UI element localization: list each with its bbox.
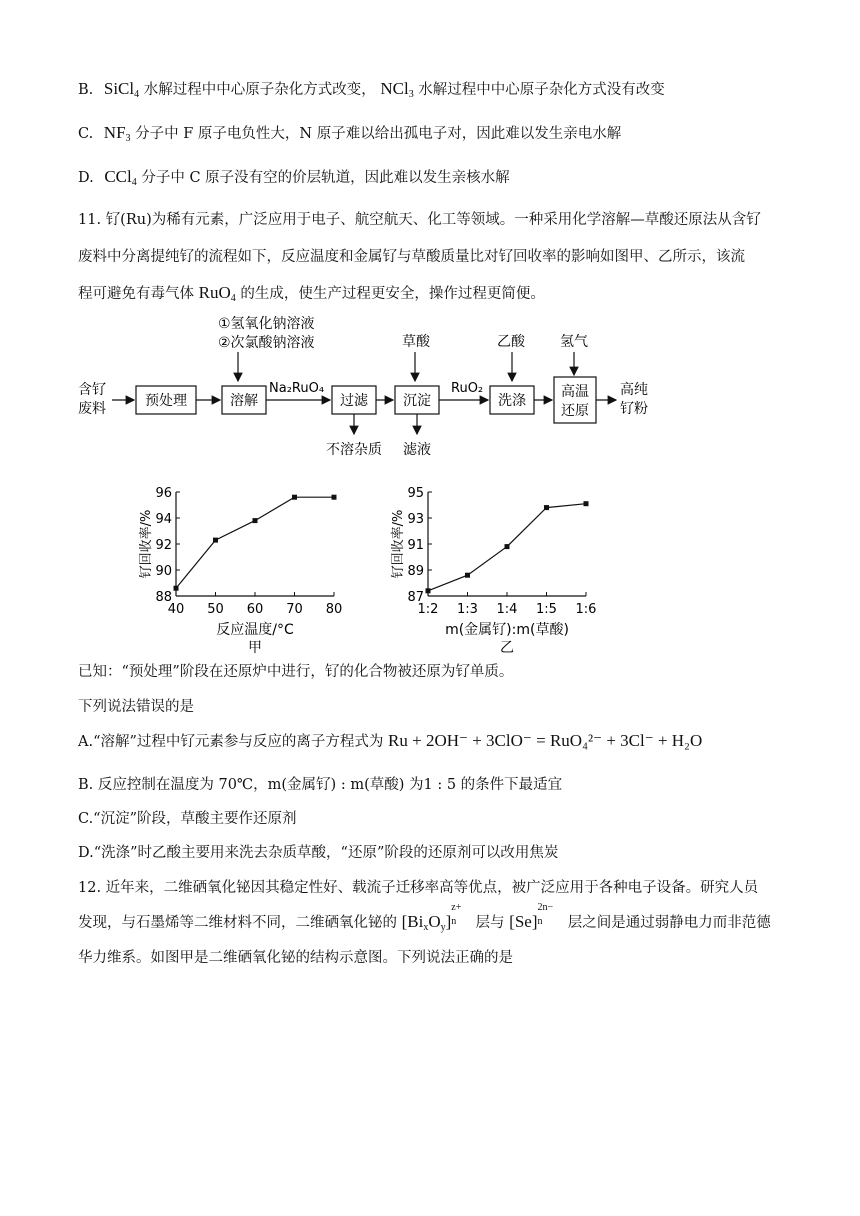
chart-yi-mass-ratio	[378, 478, 628, 656]
reagent-acetic: 乙酸	[497, 334, 525, 350]
step-wash: 洗涤	[498, 393, 526, 409]
data-point	[332, 495, 337, 500]
q11-line2: 废料中分离提纯钌的流程如下，反应温度和金属钌与草酸质量比对钌回收率的影响如图甲、乙所示，该流	[78, 249, 745, 265]
data-point	[426, 588, 431, 593]
x-tick-label: 1:5	[536, 602, 557, 617]
product-label-2: 钌粉	[620, 401, 648, 417]
option-b: B. SiCl$_4$ 水解过程中中心原子杂化方式改变， NCl$_3$ 水解过程中中心原子杂化方式没有改变	[78, 79, 665, 100]
product-label-1: 高纯	[620, 382, 648, 398]
series-line	[176, 497, 334, 588]
q12-line1: 12. 近年来，二维硒氧化铋因其稳定性好、载流子迁移率高等优点，被广泛应用于各种电子设备。研究人员	[78, 880, 759, 896]
output-insoluble: 不溶杂质	[326, 442, 382, 458]
x-tick-label: 1:3	[457, 602, 478, 617]
q12-line2: 发现，与石墨烯等二维材料不同，二维硒氧化铋的 $[Bi_xO_y]$ z+ n 层与 [Se] 2n− n 层之间是通过弱静电力而非范德	[78, 902, 771, 933]
q11-line1: 11. 钌(Ru)为稀有元素，广泛应用于电子、航空航天、化工等领域。一种采用化学溶解—草酸还原法从含钌	[78, 212, 761, 228]
q11-line3: 程可避免有毒气体 RuO$_4$ 的生成，使生产过程更安全，操作过程更简便。	[78, 283, 545, 304]
x-tick-label: 80	[325, 602, 343, 617]
step-reduce-2: 还原	[561, 403, 589, 419]
chart-jia-temperature	[120, 478, 360, 656]
data-point	[292, 495, 297, 500]
y-tick-label: 94	[155, 512, 172, 527]
option-c: C. $NF_3$ 分子中 F 原子电负性大，N 原子难以给出孤电子对，因此难以发生亲电水解	[78, 123, 622, 144]
reagent-naclo: ②次氯酸钠溶液	[218, 335, 315, 351]
y-tick-label: 89	[407, 564, 424, 579]
data-point	[584, 501, 589, 506]
x-tick-label: 1:6	[575, 602, 597, 617]
y-tick-label: 95	[407, 486, 424, 501]
ionic-equation: Ru + 2OH⁻ + 3ClO⁻ = RuO₄²⁻ + 3Cl⁻ + H₂O	[388, 731, 703, 750]
y-axis-label: 钌回收率/%	[391, 509, 406, 579]
x-axis-label: m(金属钌):m(草酸)	[445, 622, 569, 638]
answer-a: A.“溶解”过程中钌元素参与反应的离子方程式为 Ru + 2OH⁻ + 3ClO⁻ = RuO₄²⁻ + 3Cl⁻ + H₂O	[78, 731, 703, 750]
feed-label-2: 废料	[78, 401, 106, 417]
data-point	[174, 586, 179, 591]
chart-title: 乙	[500, 640, 514, 656]
y-tick-label: 93	[407, 512, 424, 527]
q12-line3: 华力维系。如图甲是二维硒氧化铋的结构示意图。下列说法正确的是	[78, 950, 513, 966]
step-pretreat: 预处理	[145, 393, 187, 409]
feed-label-1: 含钌	[78, 382, 106, 398]
x-axis-label: 反应温度/°C	[216, 622, 294, 638]
x-tick-label: 40	[167, 602, 185, 617]
step-filter: 过滤	[340, 393, 368, 409]
intermediate-na2ruo4: Na₂RuO₄	[269, 381, 325, 396]
y-tick-label: 87	[407, 590, 424, 605]
intermediate-ruo2: RuO₂	[451, 381, 484, 396]
x-tick-label: 1:2	[417, 602, 439, 617]
reagent-naoh: ①氢氧化钠溶液	[218, 316, 315, 332]
answer-b: B. 反应控制在温度为 70℃，m(金属钌) : m(草酸) 为1 : 5 的条件下最适宜	[78, 777, 563, 793]
reagent-oxalic: 草酸	[402, 334, 430, 350]
x-tick-label: 1:4	[496, 602, 518, 617]
chart-title: 甲	[248, 640, 262, 656]
y-tick-label: 91	[407, 538, 424, 553]
step-precipitate: 沉淀	[403, 393, 431, 409]
step-reduce-1: 高温	[561, 384, 589, 400]
data-point	[253, 518, 258, 523]
x-tick-label: 60	[246, 602, 264, 617]
y-axis-label: 钌回收率/%	[139, 509, 154, 579]
question-prompt: 下列说法错误的是	[78, 699, 194, 715]
known-info: 已知：“预处理”阶段在还原炉中进行，钌的化合物被还原为钌单质。	[78, 664, 514, 680]
x-tick-label: 70	[286, 602, 303, 617]
y-tick-label: 88	[155, 590, 172, 605]
data-point	[505, 544, 510, 549]
step-dissolve: 溶解	[230, 393, 258, 409]
y-tick-label: 92	[155, 538, 172, 553]
data-point	[213, 538, 218, 543]
y-tick-label: 90	[155, 564, 172, 579]
answer-c: C.“沉淀”阶段，草酸主要作还原剂	[78, 811, 297, 827]
answer-d: D.“洗涤”时乙酸主要用来洗去杂质草酸，“还原”阶段的还原剂可以改用焦炭	[78, 845, 559, 861]
x-tick-label: 50	[207, 602, 224, 617]
data-point	[465, 573, 470, 578]
y-tick-label: 96	[155, 486, 172, 501]
process-flowchart	[70, 308, 690, 460]
reagent-hydrogen: 氢气	[560, 334, 588, 350]
data-point	[544, 505, 549, 510]
option-d: D. CCl$_4$ 分子中 C 原子没有空的价层轨道，因此难以发生亲核水解	[78, 167, 510, 188]
output-filtrate: 滤液	[403, 442, 431, 458]
